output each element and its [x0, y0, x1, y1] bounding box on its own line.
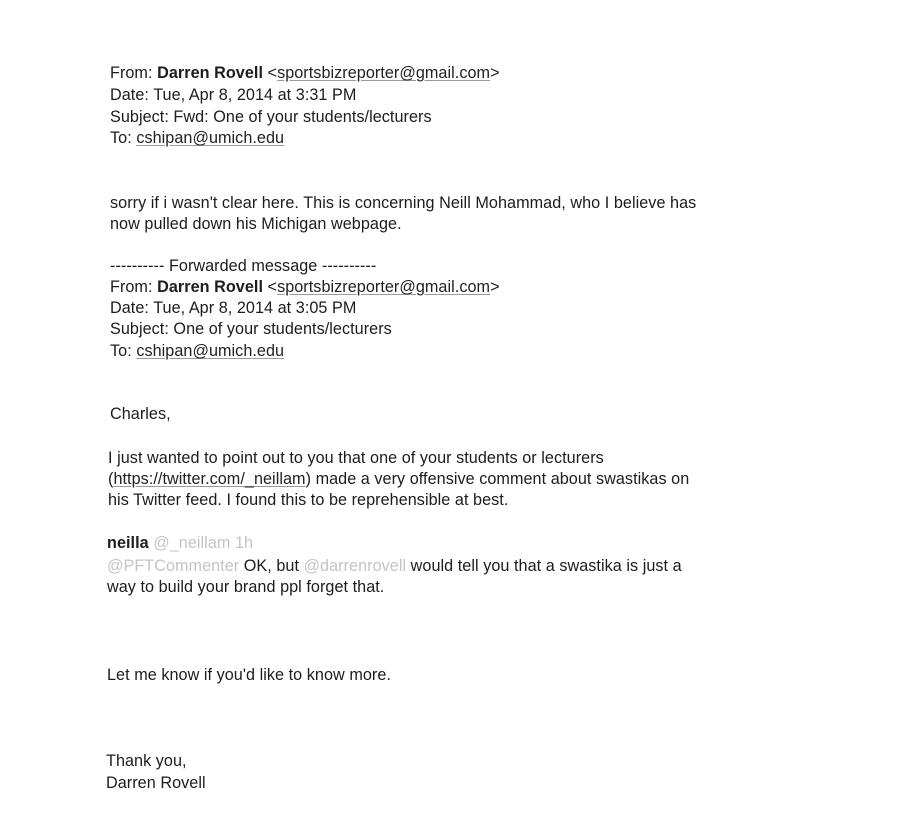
forwarded-subject: Subject: One of your students/lecturers: [110, 320, 392, 338]
body-line-1: sorry if i wasn't clear here. This is concerning Neill Mohammad, who I believe has: [110, 194, 697, 212]
forwarded-from: From: Darren Rovell <sportsbizreporter@gmail.com>: [110, 278, 500, 296]
forwarded-to: [110, 341, 284, 362]
message-line-3: his Twitter feed. I found this to be reprehensible at best.: [108, 491, 509, 509]
fwd-from-email-link[interactable]: sportsbizreporter@gmail.com: [277, 278, 491, 296]
closing-let-me-know: Let me know if you'd like to know more.: [107, 666, 391, 684]
tweet-text-part-1: OK, but: [239, 557, 304, 575]
body-line-2: now pulled down his Michigan webpage.: [110, 215, 402, 233]
closing-signature: Darren Rovell: [106, 774, 206, 792]
fwd-from-name: Darren Rovell: [157, 278, 263, 296]
forwarded-divider: ---------- Forwarded message ----------: [110, 257, 377, 275]
greeting: Charles,: [110, 405, 171, 423]
tweet-header: [107, 533, 253, 554]
fwd-from-label: From:: [110, 278, 153, 296]
header-to: [110, 128, 284, 149]
fwd-to-email-link[interactable]: cshipan@umich.edu: [136, 342, 285, 360]
tweet-handle-meta: @_neillam 1h: [153, 534, 254, 552]
tweet-mention-pftcommenter[interactable]: @PFTCommenter: [107, 557, 240, 575]
message-line-1: I just wanted to point out to you that one of your students or lecturers: [108, 449, 604, 467]
closing-thanks: Thank you,: [106, 752, 187, 770]
from-email-link[interactable]: sportsbizreporter@gmail.com: [277, 64, 491, 82]
fwd-to-label: To:: [110, 342, 132, 360]
to-email-link[interactable]: cshipan@umich.edu: [136, 129, 285, 147]
header-subject: Subject: Fwd: One of your students/lecturers: [110, 108, 432, 126]
tweet-mention-darrenrovell[interactable]: @darrenrovell: [303, 557, 407, 575]
to-label: To:: [110, 129, 132, 147]
tweet-author-name: neilla: [107, 534, 149, 552]
header-from: From: Darren Rovell <sportsbizreporter@gmail.com>: [110, 64, 500, 82]
paren-open: (: [108, 470, 114, 488]
tweet-line-2: way to build your brand ppl forget that.: [107, 578, 385, 596]
header-date: Date: Tue, Apr 8, 2014 at 3:31 PM: [110, 86, 357, 104]
message-line-2: [108, 469, 689, 490]
forwarded-date: Date: Tue, Apr 8, 2014 at 3:05 PM: [110, 299, 357, 317]
from-name: Darren Rovell: [157, 64, 263, 82]
twitter-profile-link[interactable]: https://twitter.com/_neillam: [113, 470, 306, 488]
message-line-2-rest: ) made a very offensive comment about swastikas on: [305, 470, 690, 488]
from-label: From:: [110, 64, 153, 82]
tweet-text-part-2: would tell you that a swastika is just a: [406, 557, 682, 575]
tweet-line-1: [107, 556, 682, 577]
